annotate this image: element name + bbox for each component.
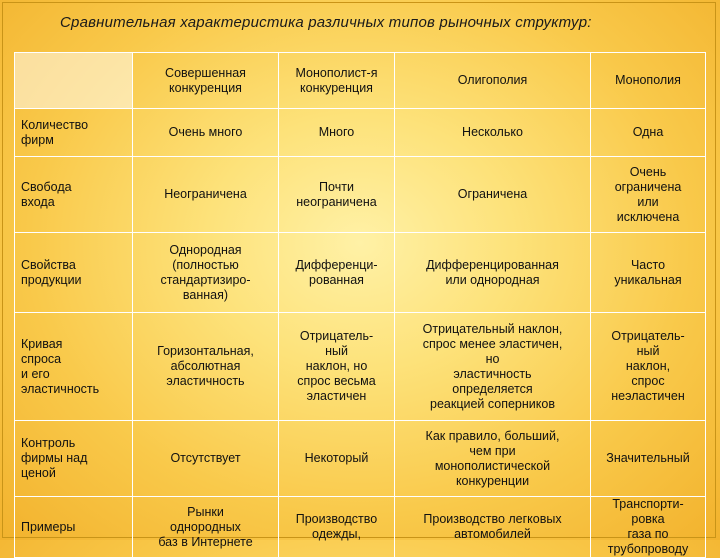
table-cell: Дифференци- рованная — [279, 233, 395, 313]
comparison-table — [14, 52, 706, 558]
row-header: Кривая спроса и его эластичность — [15, 313, 133, 421]
row-header: Контроль фирмы над ценой — [15, 421, 133, 497]
table-cell: Однородная (полностью стандартизиро- ванная) — [133, 233, 279, 313]
row-header: Свобода входа — [15, 157, 133, 233]
table-cell: Отрицатель- ный наклон, спрос неэластичен — [591, 313, 706, 421]
table-cell: Неограничена — [133, 157, 279, 233]
table-cell: Значительный — [591, 421, 706, 497]
table-cell: Дифференцированная или однородная — [395, 233, 591, 313]
table-cell: Одна — [591, 109, 706, 157]
table-cell: Почти неограничена — [279, 157, 395, 233]
table-cell: Очень ограничена или исключена — [591, 157, 706, 233]
table-cell: Транспорти- ровка газа по трубопроводу — [591, 497, 706, 558]
table-row — [15, 497, 706, 558]
table-cell: Очень много — [133, 109, 279, 157]
table-cell: Отсутствует — [133, 421, 279, 497]
table-cell: Как правило, больший, чем при монополистической конкуренции — [395, 421, 591, 497]
table-cell: Рынки однородных баз в Интернете — [133, 497, 279, 558]
table-header-row — [15, 53, 706, 109]
table-row — [15, 233, 706, 313]
column-header-monopolistic-competition: Монополист-я конкуренция — [279, 53, 395, 109]
column-header-oligopoly: Олигополия — [395, 53, 591, 109]
table-row — [15, 421, 706, 497]
table-row — [15, 157, 706, 233]
row-header: Примеры — [15, 497, 133, 558]
table-cell: Много — [279, 109, 395, 157]
table-cell: Отрицатель- ный наклон, но спрос весьма эластичен — [279, 313, 395, 421]
table-cell: Несколько — [395, 109, 591, 157]
slide-title: Сравнительная характеристика различных типов рыночных структур: — [60, 14, 592, 31]
table-row — [15, 109, 706, 157]
column-header-perfect-competition: Совершенная конкуренция — [133, 53, 279, 109]
column-header-monopoly: Монополия — [591, 53, 706, 109]
table-cell: Горизонтальная, абсолютная эластичность — [133, 313, 279, 421]
row-header: Свойства продукции — [15, 233, 133, 313]
table-cell: Часто уникальная — [591, 233, 706, 313]
table-cell: Производство одежды, — [279, 497, 395, 558]
table-cell: Производство легковых автомобилей — [395, 497, 591, 558]
table-corner-cell — [15, 53, 133, 109]
table-cell: Ограничена — [395, 157, 591, 233]
table-row — [15, 313, 706, 421]
table-cell: Некоторый — [279, 421, 395, 497]
row-header: Количество фирм — [15, 109, 133, 157]
table-cell: Отрицательный наклон, спрос менее эластичен, но эластичность определяется реакцией соперников — [395, 313, 591, 421]
